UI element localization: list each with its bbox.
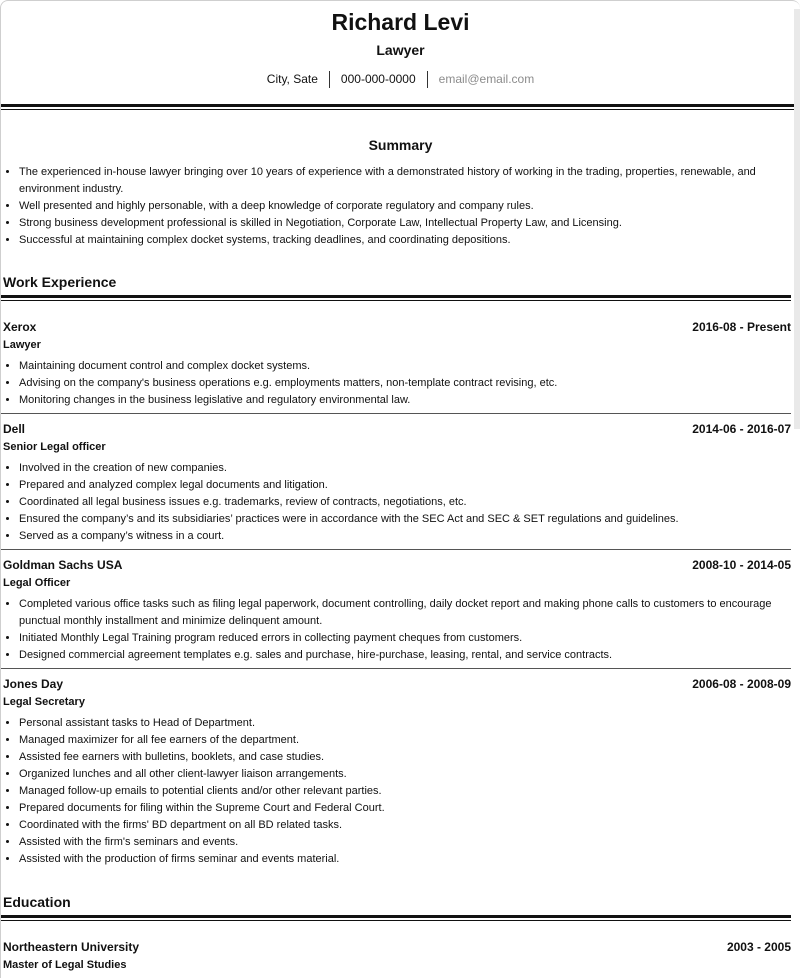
work-experience-heading: Work Experience <box>3 274 117 290</box>
job-entry <box>1 421 800 545</box>
education-school: Northeastern University <box>3 940 140 954</box>
header-rule <box>1 104 800 110</box>
job-duty: • Ensured the company’s and its subsidiaries’ practices were in accordance with the SEC Act and SEC & SET regulations and guidelines. <box>19 511 780 528</box>
job-duty: • Assisted fee earners with bulletins, booklets, and case studies. <box>19 749 780 766</box>
job-company: Dell <box>3 422 26 436</box>
contact-phone: 000-000-0000 <box>340 72 416 86</box>
job-entry <box>1 676 800 868</box>
job-dates: 2006-08 - 2008-09 <box>692 677 791 691</box>
education-degree: Master of Legal Studies <box>3 959 127 971</box>
job-duty: • Coordinated all legal business issues e.g. trademarks, review of contracts, negotiations, etc. <box>19 494 780 511</box>
summary-item: • Successful at maintaining complex docket systems, tracking deadlines, and coordinating depositions. <box>19 232 770 249</box>
job-duties <box>1 596 780 664</box>
job-duty: • Prepared and analyzed complex legal documents and litigation. <box>19 477 780 494</box>
summary-item: • The experienced in-house lawyer bringing over 10 years of experience with a demonstrated history of working in the trading, properties, renewable, and environment industry. <box>19 164 770 198</box>
contact-city: City, Sate <box>266 72 318 86</box>
job-duty: • Involved in the creation of new companies. <box>19 460 780 477</box>
education-entry <box>1 939 800 973</box>
summary-item: • Well presented and highly personable, with a deep knowledge of corporate regulatory and company rules. <box>19 198 770 215</box>
job-duty: • Coordinated with the firms' BD department on all BD related tasks. <box>19 817 780 834</box>
summary-heading: Summary <box>368 137 433 153</box>
job-divider <box>1 549 791 550</box>
summary-item: • Strong business development professional is skilled in Negotiation, Corporate Law, Intellectual Property Law, and Licensing. <box>19 215 770 232</box>
resume-header <box>1 9 800 88</box>
job-duties <box>1 715 780 868</box>
job-dates: 2008-10 - 2014-05 <box>692 558 791 572</box>
job-company: Jones Day <box>3 677 64 691</box>
contact-email: email@email.com <box>438 72 535 86</box>
job-dates: 2014-06 - 2016-07 <box>692 422 791 436</box>
job-duty: • Prepared documents for filing within the Supreme Court and Federal Court. <box>19 800 780 817</box>
job-duty: • Assisted with the firm's seminars and events. <box>19 834 780 851</box>
job-divider <box>1 413 791 414</box>
job-header <box>1 676 791 692</box>
job-header <box>1 319 791 335</box>
job-duty: • Served as a company’s witness in a court. <box>19 528 780 545</box>
summary-list <box>1 164 770 249</box>
education-rule <box>1 915 791 921</box>
education-dates: 2003 - 2005 <box>726 940 791 954</box>
job-duties <box>1 358 780 409</box>
job-entry <box>1 557 800 664</box>
job-duty: • Assisted with the production of firms seminar and events material. <box>19 851 780 868</box>
job-duty: • Completed various office tasks such as filing legal paperwork, document controlling, daily docket report and making phone calls to customers to encourage punctual monthly installment and minimize delinquent amount. <box>19 596 780 630</box>
job-title: Lawyer <box>3 339 41 351</box>
job-title: Senior Legal officer <box>3 441 106 453</box>
job-divider <box>1 668 791 669</box>
job-entry <box>1 319 800 409</box>
candidate-name: Richard Levi <box>331 9 470 35</box>
candidate-role: Lawyer <box>376 42 425 58</box>
contact-line <box>1 70 800 88</box>
job-company: Goldman Sachs USA <box>3 558 123 572</box>
job-duty: • Managed maximizer for all fee earners of the department. <box>19 732 780 749</box>
work-experience-rule <box>1 295 791 301</box>
job-duty: • Initiated Monthly Legal Training program reduced errors in collecting payment cheques from customers. <box>19 630 780 647</box>
education-header <box>1 939 791 955</box>
job-header <box>1 557 791 573</box>
job-duty: • Monitoring changes in the business legislative and regulatory environmental law. <box>19 392 780 409</box>
job-duty: • Maintaining document control and complex docket systems. <box>19 358 780 375</box>
job-duties <box>1 460 780 545</box>
job-duty: • Advising on the company's business operations e.g. employments matters, non-template contract revising, etc. <box>19 375 780 392</box>
job-duty: • Managed follow-up emails to potential clients and/or other relevant parties. <box>19 783 780 800</box>
job-title: Legal Secretary <box>3 696 85 708</box>
scrollbar[interactable] <box>794 9 800 429</box>
job-duty: • Organized lunches and all other client-lawyer liaison arrangements. <box>19 766 780 783</box>
job-duty: • Personal assistant tasks to Head of Department. <box>19 715 780 732</box>
job-duty: • Designed commercial agreement templates e.g. sales and purchase, hire-purchase, leasing, rental, and service contracts. <box>19 647 780 664</box>
education-heading: Education <box>3 894 71 910</box>
job-title: Legal Officer <box>3 577 71 589</box>
job-dates: 2016-08 - Present <box>692 320 791 334</box>
job-company: Xerox <box>3 320 37 334</box>
job-header <box>1 421 791 437</box>
